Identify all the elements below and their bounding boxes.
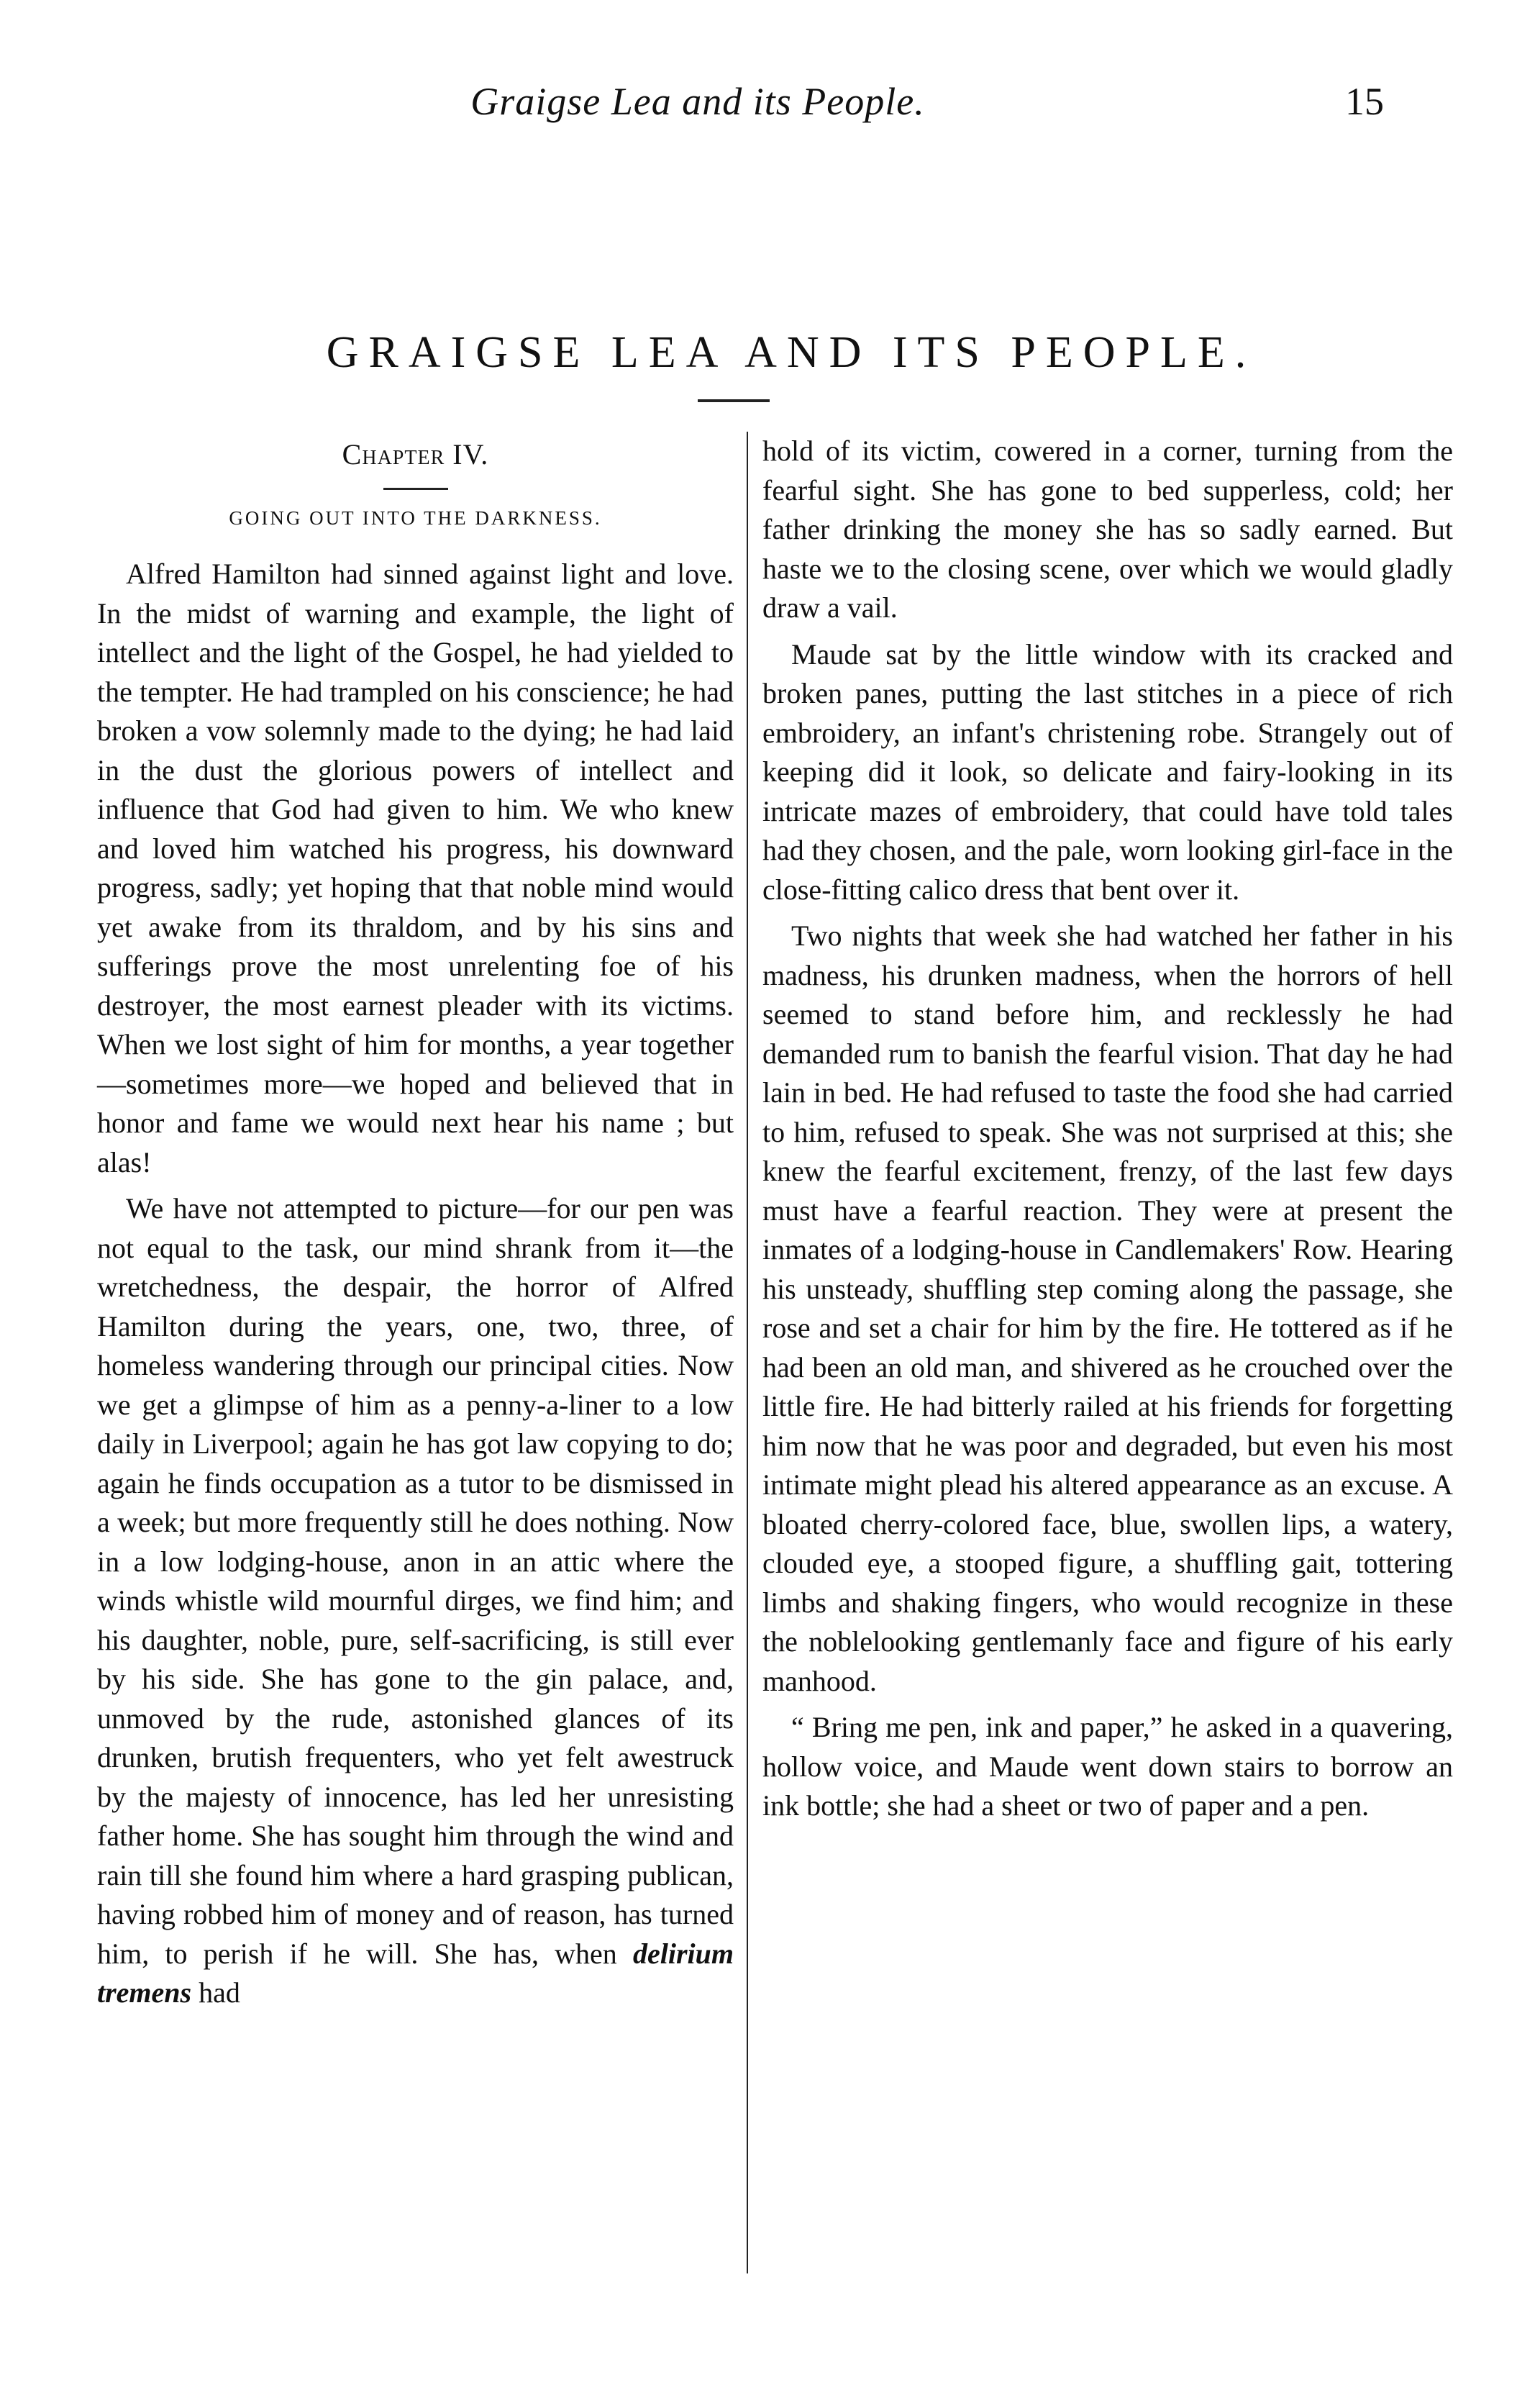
title-rule bbox=[698, 399, 770, 402]
column-divider bbox=[747, 432, 748, 2273]
right-column bbox=[762, 432, 1453, 1833]
paragraph-continued: hold of its victim, cowered in a corner, turning from the fearful sight. She has gone to bed supperless, cold; her father drinking the money she has so sadly earned. But haste we to the closing scene, over which we would gladly draw a vail. bbox=[762, 435, 1453, 624]
story-title: GRAIGSE LEA AND ITS PEOPLE. bbox=[326, 328, 1257, 377]
paragraph: Maude sat by the little window with its cracked and broken panes, putting the last stitches in a piece of rich embroidery, an infant's christening robe. Strangely out of keeping did it look, so delicate and fairy-looking in its intricate mazes of embroidery, that could have told tales had they chosen, and the pale, worn looking girl-face in the close-fitting calico dress that bent over it. bbox=[762, 637, 1453, 906]
running-head-title: Graigse Lea and its People. bbox=[470, 80, 925, 123]
paragraph-text: We have not attempted to picture—for our pen was not equal to the task, our mind shrank from it—the wretchedness, the despair, the horror of Alfred Hamilton during the years, one, two, three, of homeless wandering through our principal cities. Now we get a glimpse of him as a penny-a-liner to a low daily in Liverpool; again he has got law copying to do; again he finds occupation as a tutor to be dismissed in a week; but more frequently still he does nothing. Now in a low lodging-house, anon in an attic where the winds whistle wild mournful dirges, we find him; and his daughter, noble, pure, self-sacrificing, is still ever by his side. She has gone to the gin palace, and, unmoved by the rude, astonished glances of its drunken, brutish frequenters, who yet felt awestruck by the majesty of innocence, has led her unresisting father home. She has sought him through the wind and rain till she found him where a hard grasping publican, having robbed him of money and of reason, has turned him, to perish if he will. She has, when bbox=[97, 1192, 734, 1970]
paragraph-last bbox=[97, 1189, 734, 2013]
chapter-subtitle: GOING OUT INTO THE DARKNESS. bbox=[229, 506, 602, 529]
italic-phrase: delirium tremens bbox=[97, 1937, 734, 2009]
paragraph: Alfred Hamilton had sinned against light and love. In the midst of warning and example, the light of intellect and the light of the Gospel, he had yielded to the tempter. He had trampled on his conscience; he had broken a vow solemnly made to the dying; he had laid in the dust the glorious powers of intellect and influence that God had given to him. We who knew and loved him watched his progress, his downward progress, sadly; yet hoping that that noble mind would yet awake from its thraldom, and by his sins and sufferings prove the most unrelenting foe of his destroyer, the most earnest pleader with its victims. When we lost sight of him for months, a year together—sometimes more—we hoped and believed that in honor and fame we would next hear his name ; but alas! bbox=[97, 558, 734, 1178]
paragraph-tail: had bbox=[199, 1976, 240, 2009]
page-number: 15 bbox=[1345, 80, 1384, 123]
paragraph: Two nights that week she had watched her father in his madness, his drunken madness, when the horrors of hell seemed to stand before him, and recklessly he had demanded rum to banish the fearful vision. That day he had lain in bed. He had refused to taste the food she had carried to him, refused to speak. She was not surprised at this; she knew the fearful excitement, frenzy, of the last few days must have a fearful reaction. They were at present the inmates of a lodging-house in Candlemakers' Row. Hearing his unsteady, shuffling step coming along the passage, she rose and set a chair for him by the fire. He tottered as if he had been an old man, and shivered as he crouched over the little fire. He had bitterly railed at his friends for forgetting him now that he was poor and degraded, but even his most intimate might plead his altered appearance as an excuse. A bloated cherry-colored face, blue, swollen lips, a watery, clouded eye, a stooped figure, a shuffling gait, tottering limbs and shaking fingers, who would recognize in these the noblelooking gentlemanly face and figure of his early manhood. bbox=[762, 919, 1453, 1697]
left-column bbox=[97, 432, 734, 2020]
paragraph: “ Bring me pen, ink and paper,” he asked in a quavering, hollow voice, and Maude went down stairs to borrow an ink bottle; she had a sheet or two of paper and a pen. bbox=[762, 1711, 1453, 1822]
chapter-heading: Chapter IV. bbox=[342, 438, 489, 471]
chapter-rule bbox=[383, 488, 448, 490]
